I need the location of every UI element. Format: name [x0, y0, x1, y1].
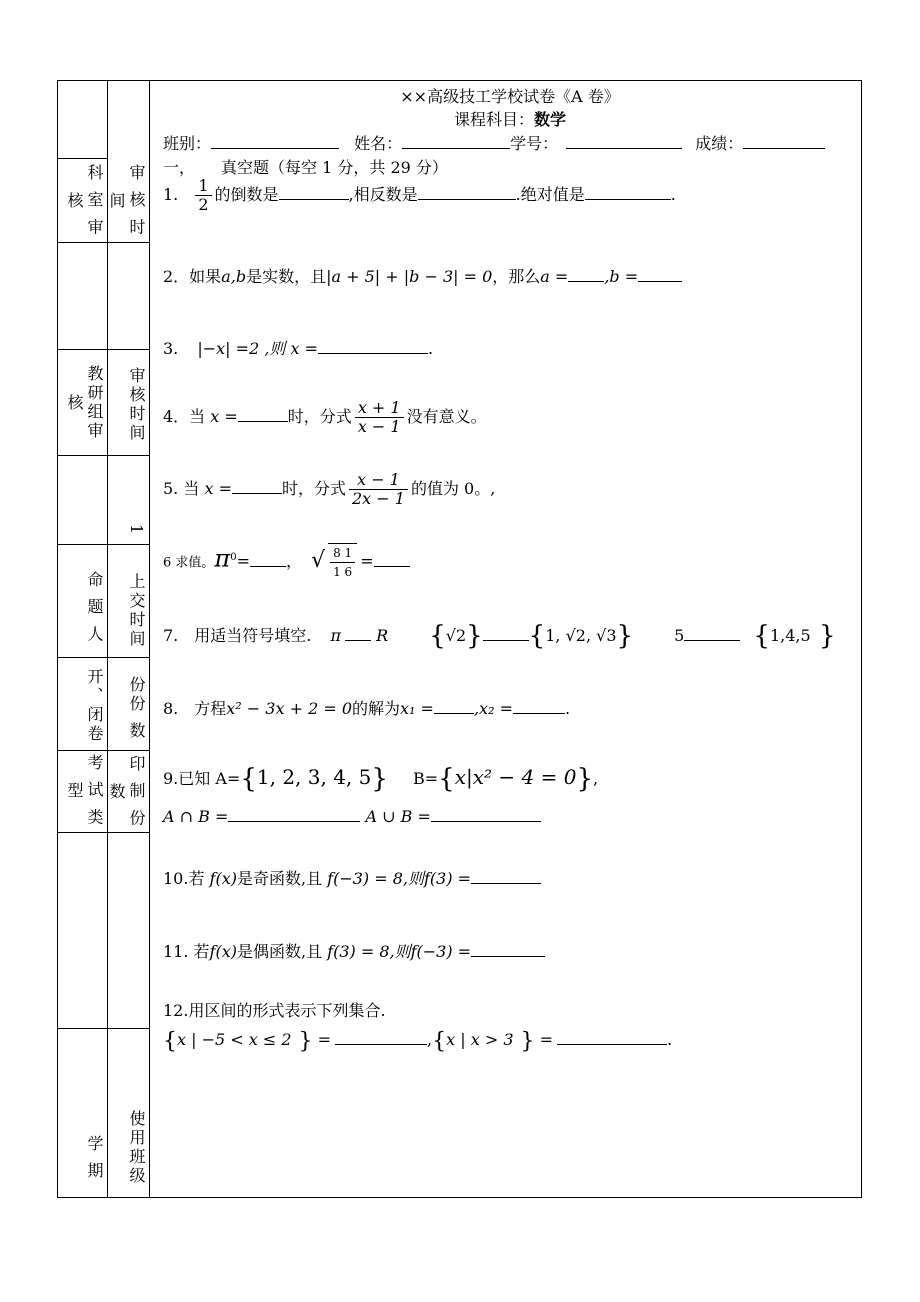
- sidebar-open-closed: 开、闭卷: [85, 668, 104, 744]
- class-label: 班别：: [163, 134, 212, 153]
- q10-blank[interactable]: [471, 869, 541, 884]
- subject-line: [159, 107, 861, 130]
- q4-fraction: [355, 399, 404, 436]
- q1-text-a: 的倒数是: [214, 185, 279, 204]
- q11-fx: f(x): [209, 942, 237, 961]
- question-7: [163, 621, 836, 651]
- sidebar-exam-type: 考 试 类 型: [65, 754, 104, 828]
- q7-pi: π: [330, 626, 341, 645]
- sidebar-submit-time: 上交时间: [127, 573, 146, 649]
- question-12-line-2: [163, 1029, 672, 1054]
- q12-blank-2[interactable]: [557, 1030, 667, 1045]
- question-11: [163, 939, 545, 962]
- q2-a: a =: [540, 267, 569, 286]
- q7-brace-close-2: }: [616, 621, 634, 651]
- q5-fraction: [349, 471, 408, 508]
- question-10: [163, 866, 541, 889]
- q4-text-b: 时，分式: [287, 407, 352, 426]
- q4-denominator: x − 1: [357, 417, 401, 436]
- subject-value: 数学: [534, 110, 567, 129]
- id-label: 学号：: [510, 134, 559, 153]
- q5-text: 5. 当: [163, 479, 200, 498]
- q1-blank-3[interactable]: [585, 185, 671, 200]
- q10-text: 10.若: [163, 869, 205, 888]
- sidebar-number-one: 1: [127, 524, 146, 538]
- sidebar-semester: 学 期: [85, 1134, 104, 1182]
- q5-text-c: 的值为 0。,: [410, 479, 496, 498]
- q7-brace-close-3: }: [810, 621, 836, 651]
- q1-blank-1[interactable]: [279, 185, 349, 200]
- q9-cap: A ∩ B =: [163, 807, 229, 826]
- q9-brace-open: {: [240, 764, 257, 794]
- sidebar-rule: [58, 158, 107, 159]
- q7-brace-open-2: {: [528, 621, 546, 651]
- q2-b: ,b =: [604, 267, 639, 286]
- id-blank[interactable]: [566, 134, 682, 149]
- q8-expression: x² − 3x + 2 = 0: [226, 699, 353, 718]
- q4-blank[interactable]: [238, 407, 288, 422]
- q9-set-a: 1, 2, 3, 4, 5: [256, 765, 372, 789]
- sidebar-print-copies: 印 制 份 数: [107, 755, 146, 829]
- sidebar-review-time: 审 核 时 间: [107, 164, 146, 238]
- q8-x2: ,x₂ =: [473, 699, 513, 718]
- question-5: [163, 471, 495, 508]
- sidebar-review-time-2: 审核时间: [127, 367, 146, 443]
- q7-blank-2[interactable]: [483, 626, 529, 641]
- q8-text: 8. 方程: [163, 699, 227, 718]
- student-info-row: [163, 131, 825, 154]
- question-6: 6 求值。$\pi^0=$ ， √ $\frac{8 1}{1 6}$ =: [163, 543, 410, 581]
- subject-label: 课程科目：: [453, 110, 534, 129]
- score-blank[interactable]: [743, 134, 825, 149]
- exam-frame: [57, 80, 862, 1198]
- q3-end: .: [428, 339, 434, 358]
- q1-text-b: ,相反数是: [348, 185, 418, 204]
- q7-blank-1[interactable]: [345, 626, 371, 641]
- q9-brace-close: }: [371, 764, 388, 794]
- q2-text-c: ，那么: [492, 267, 541, 286]
- q3-x: x =: [290, 339, 319, 358]
- q4-numerator: x + 1: [355, 399, 404, 418]
- question-3: [163, 336, 433, 359]
- q6-eq2: =: [360, 551, 374, 571]
- q8-end: .: [564, 699, 571, 718]
- q6-blank-2[interactable]: [374, 552, 410, 567]
- exam-title: ××高级技工学校试卷《A 卷》: [400, 87, 620, 106]
- q5-text-b: 时，分式: [281, 479, 346, 498]
- q9-set-b: x|x² − 4 = 0: [454, 765, 577, 789]
- q12-brace-open-2: {: [432, 1029, 447, 1054]
- name-label: 姓名：: [354, 134, 403, 153]
- q5-numerator: x − 1: [349, 471, 408, 490]
- q4-text: 4．当: [163, 407, 206, 426]
- q9-cup: A ∪ B =: [365, 807, 431, 826]
- q11-expression: f(3) = 8,则f(−3) =: [327, 942, 472, 961]
- question-1: [163, 177, 676, 214]
- section-heading: [163, 155, 448, 178]
- q2-text: 2．如果: [163, 267, 222, 286]
- q7-r: R: [376, 626, 389, 645]
- q12-comma: ,: [427, 1030, 433, 1049]
- sidebar-author: 命 题 人: [85, 571, 104, 645]
- q12-end: .: [667, 1030, 673, 1049]
- question-9-line-2: [163, 807, 541, 826]
- q12-eq2: =: [539, 1030, 553, 1049]
- q6-exponent: 0: [230, 552, 237, 564]
- name-blank[interactable]: [402, 134, 510, 149]
- section-number: 一，: [163, 158, 196, 177]
- q11-text: 11. 若: [163, 942, 210, 961]
- q2-blank-b[interactable]: [638, 267, 682, 282]
- sidebar-group-review: 教研组审核: [65, 365, 104, 441]
- q7-set1: √2: [445, 626, 467, 645]
- q2-vars: a,b: [221, 267, 247, 286]
- q10-expression: f(−3) = 8,则f(3) =: [327, 869, 472, 888]
- q5-x: x =: [204, 479, 232, 498]
- sidebar-dept-review: 科 室 审 核: [65, 164, 104, 238]
- q7-text: 7. 用适当符号填空.: [163, 626, 312, 645]
- q7-set3: 1,4,5: [769, 626, 811, 645]
- class-blank[interactable]: [211, 134, 339, 149]
- q1-text-c: .绝对值是: [515, 185, 585, 204]
- q12-eq1: =: [317, 1030, 332, 1049]
- q3-number: 3.: [163, 339, 179, 358]
- q10-fx: f(x): [209, 869, 237, 888]
- q11-text-b: 是偶函数,且: [236, 942, 323, 961]
- q6-blank-1[interactable]: [250, 552, 286, 567]
- q1-number: 1.: [163, 185, 179, 204]
- q6-radical-sign: √: [311, 547, 326, 573]
- question-12: [163, 998, 386, 1021]
- q6-sqrt-fraction: [328, 543, 357, 581]
- q7-brace-open: {: [429, 621, 446, 651]
- q9-text: 9.已知 A=: [163, 769, 241, 788]
- q12-brace-close: }: [291, 1029, 313, 1054]
- q2-expression: |a + 5| + |b − 3| = 0: [326, 267, 493, 286]
- q7-blank-3[interactable]: [684, 626, 740, 641]
- q12-text: 12.用区间的形式表示下列集合.: [163, 1001, 386, 1020]
- q10-text-b: 是奇函数,且: [236, 869, 323, 888]
- q6-eq: =: [236, 551, 250, 571]
- q12-set2: x | x > 3: [446, 1030, 514, 1049]
- question-2: [163, 264, 682, 287]
- q6-text: 6 求值。: [163, 555, 215, 571]
- q11-blank[interactable]: [471, 942, 545, 957]
- question-4: [163, 399, 487, 436]
- q8-x1: x₁ =: [400, 699, 434, 718]
- q8-blank-1[interactable]: [434, 699, 474, 714]
- q1-end: .: [670, 185, 676, 204]
- q9-comma: ,: [592, 769, 599, 788]
- q5-denominator: 2x − 1: [351, 489, 405, 508]
- exam-content: [159, 81, 861, 1197]
- q9-brace-open-2: {: [438, 764, 455, 794]
- sidebar-rule: [58, 349, 149, 350]
- q4-x: x =: [210, 407, 238, 426]
- q12-brace-close-2: }: [513, 1029, 535, 1054]
- q1-numerator: 1: [195, 177, 211, 196]
- q5-blank[interactable]: [232, 479, 282, 494]
- column-divider-2: [149, 81, 150, 1197]
- q3-expression: |−x| =2 ,则: [197, 339, 286, 358]
- sidebar-rule: [58, 242, 149, 243]
- q12-set1: x | −5 < x ≤ 2: [177, 1030, 292, 1049]
- sidebar-using-class: 使用班级: [127, 1110, 146, 1186]
- section-title: 真空题（每空 1 分，共 29 分）: [221, 158, 448, 177]
- q7-brace-close: }: [466, 621, 483, 651]
- q6-numerator: 8 1: [330, 544, 355, 563]
- q9-blank-cap[interactable]: [228, 807, 360, 822]
- q7-five: 5: [674, 626, 685, 645]
- q12-blank-1[interactable]: [335, 1030, 427, 1045]
- question-8: [163, 696, 570, 719]
- q1-denominator: 2: [198, 195, 209, 214]
- q12-brace-open: {: [163, 1029, 177, 1054]
- q9-brace-close-2: }: [576, 764, 593, 794]
- q9-blank-cup[interactable]: [431, 807, 541, 822]
- q2-text-b: 是实数，且: [246, 267, 327, 286]
- q1-fraction: [195, 177, 211, 214]
- q8-text-b: 的解为: [352, 699, 401, 718]
- q4-text-c: 没有意义。: [406, 407, 487, 426]
- sidebar-rule: [58, 832, 149, 833]
- q8-blank-2[interactable]: [513, 699, 565, 714]
- sidebar-rule: [58, 455, 149, 456]
- sidebar-rule: [58, 544, 149, 545]
- q9-b-label: B=: [413, 769, 439, 788]
- q2-blank-a[interactable]: [568, 267, 604, 282]
- sidebar-copies: 份份 数: [127, 676, 146, 742]
- sidebar-rule: [58, 1028, 149, 1029]
- q1-blank-2[interactable]: [418, 185, 516, 200]
- question-9: [163, 764, 598, 794]
- score-label: 成绩：: [695, 134, 744, 153]
- sidebar-rule: [58, 657, 149, 658]
- q6-pi: π: [214, 544, 231, 573]
- q7-brace-open-3: {: [753, 621, 770, 651]
- q6-denominator: 1 6: [333, 565, 353, 579]
- q3-blank[interactable]: [318, 339, 428, 354]
- q7-set2: 1, √2, √3: [545, 626, 617, 645]
